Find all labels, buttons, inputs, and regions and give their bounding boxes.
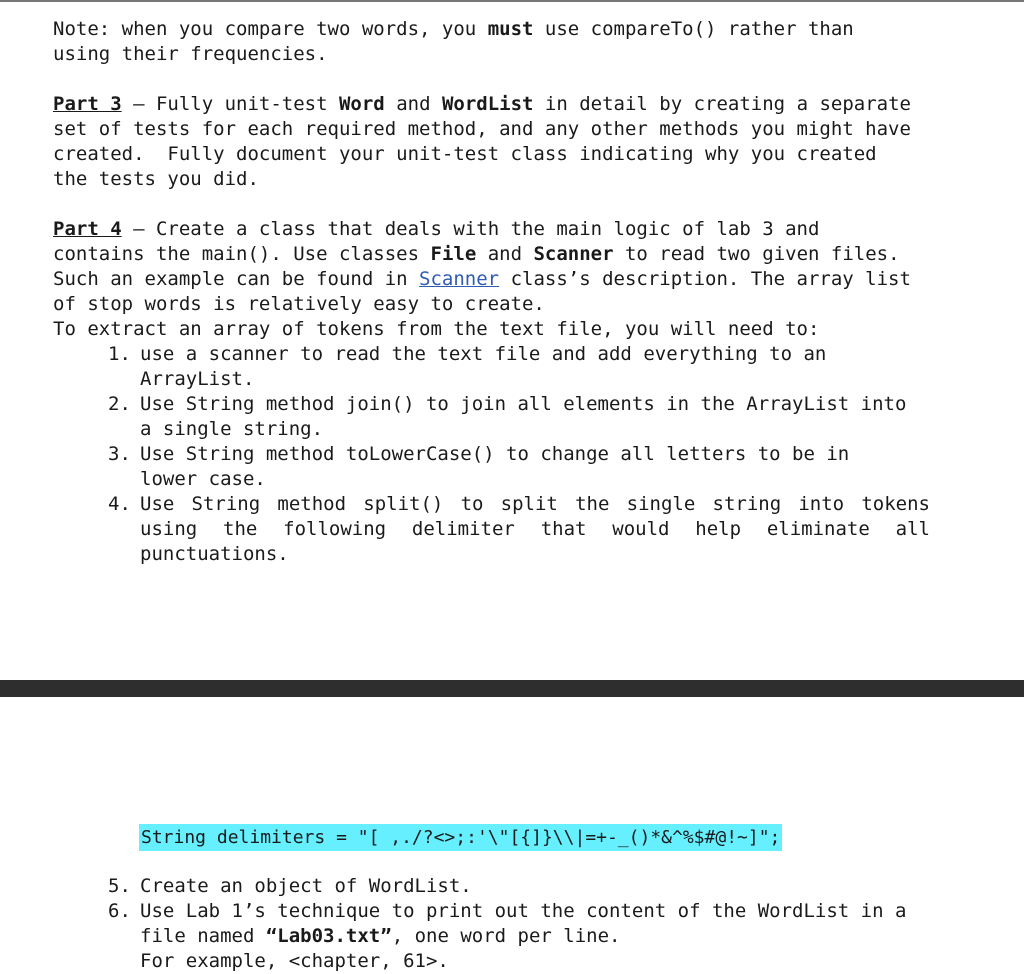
part4-line-3-end: class’s description. The array list (499, 268, 911, 290)
part3-paragraph (53, 92, 1003, 192)
list-number: 5. (108, 875, 131, 897)
list-item-text: Use Lab 1’s technique to print out the content of the WordList in a (140, 900, 907, 922)
list-item-text: , one word per line. (391, 925, 621, 947)
part4-line-3: Such an example can be found in (53, 268, 420, 290)
list-item-text: lower case. (140, 468, 266, 490)
list-item (108, 442, 1008, 492)
list-item-text: For example, <chapter, 61>. (140, 950, 449, 972)
list-item (108, 392, 1008, 442)
list-item-text: Use String method toLowerCase() to change all letters to be in (140, 443, 850, 465)
note-text: Note: when you compare two words, you (53, 18, 488, 40)
page-divider (0, 680, 1024, 697)
note-text-end: use compareTo() rather than (533, 18, 854, 40)
word: Use (140, 493, 175, 515)
part4-paragraph (53, 217, 1003, 342)
word: into (798, 493, 845, 515)
note-paragraph (53, 17, 1003, 67)
part4-line-1: – Create a class that deals with the main logic of lab 3 and (121, 218, 820, 240)
word: using (140, 518, 198, 540)
steps-list (108, 342, 1008, 567)
list-item-text: use a scanner to read the text file and add everything to an (140, 343, 827, 365)
list-item (108, 492, 930, 567)
word: to (460, 493, 484, 515)
list-item-text: punctuations. (140, 543, 289, 565)
word: split (500, 493, 558, 515)
output-filename: “Lab03.txt” (265, 925, 392, 947)
list-number: 3. (108, 443, 131, 465)
word: that (540, 518, 587, 540)
part4-line-4: of stop words is relatively easy to create. (53, 293, 545, 315)
part3-heading: Part 3 (53, 93, 122, 115)
class-word: Word (338, 93, 385, 115)
word: split() (363, 493, 444, 515)
class-file: File (430, 243, 477, 265)
part3-and: and (384, 93, 442, 115)
word: string (712, 493, 782, 515)
class-wordlist: WordList (441, 93, 534, 115)
word: would (612, 518, 670, 540)
list-number: 1. (108, 343, 131, 365)
list-item (108, 874, 1008, 899)
list-item-text: Use String method join() to join all elements in the ArrayList into (140, 393, 907, 415)
word: all (895, 518, 930, 540)
word: method (277, 493, 347, 515)
word: single (626, 493, 696, 515)
part3-text: – Fully unit-test (121, 93, 339, 115)
word: help (695, 518, 742, 540)
word: delimiter (411, 518, 515, 540)
list-item (108, 899, 1008, 974)
steps-list-continued (108, 874, 1008, 974)
part3-text-end: in detail by creating a separate (533, 93, 911, 115)
list-item-text: a single string. (140, 418, 324, 440)
list-item (108, 342, 1008, 392)
note-line-2: using their frequencies. (53, 43, 328, 65)
note-emphasis: must (487, 18, 534, 40)
word: String (191, 493, 261, 515)
word: the (575, 493, 610, 515)
part3-line-4: the tests you did. (53, 168, 259, 190)
list-number: 6. (108, 900, 131, 922)
part4-line-2-end: to read two given files. (613, 243, 900, 265)
list-item-text: ArrayList. (140, 368, 255, 390)
word: eliminate (766, 518, 870, 540)
list-number: 4. (108, 493, 131, 515)
part4-and: and (476, 243, 534, 265)
list-number: 2. (108, 393, 131, 415)
word: tokens (861, 493, 930, 515)
part4-heading: Part 4 (53, 218, 122, 240)
part4-line-5: To extract an array of tokens from the text file, you will need to: (53, 318, 820, 340)
part4-line-2: contains the main(). Use classes (53, 243, 431, 265)
class-scanner: Scanner (533, 243, 614, 265)
list-item-text: file named (140, 925, 266, 947)
part3-line-2: set of tests for each required method, and any other methods you might have (53, 118, 911, 140)
scanner-link[interactable]: Scanner (419, 268, 500, 290)
word: the (223, 518, 258, 540)
code-snippet: String delimiters = "[ ,./?<>;:'\"[{]}\\|=+-_()*&^%$#@!~]"; (139, 824, 782, 851)
list-item-text: Create an object of WordList. (140, 875, 472, 897)
part3-line-3: created. Fully document your unit-test class indicating why you created (53, 143, 877, 165)
word: following (283, 518, 387, 540)
top-border (0, 0, 1024, 2)
